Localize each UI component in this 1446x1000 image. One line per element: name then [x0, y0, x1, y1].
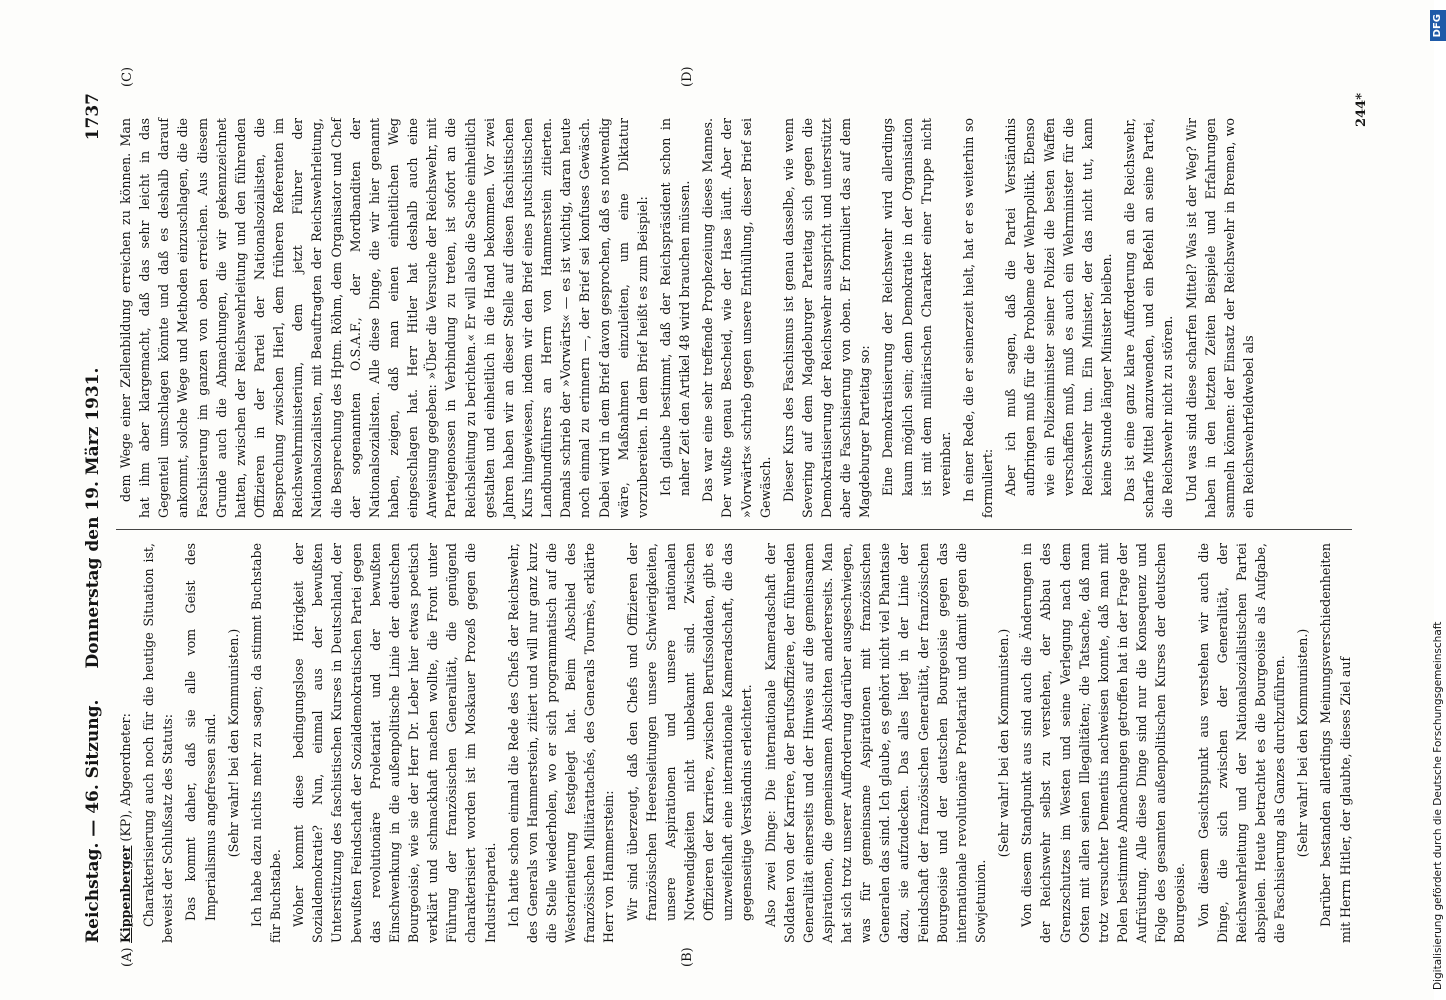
column-divider	[116, 529, 1352, 530]
margin-marker-b: (B)	[680, 947, 695, 967]
paragraph: dem Wege einer Zellenbildung erreichen zu können. Man hat ihm aber klargemacht, daß das sehr leicht in das Gegenteil umschlagen könnte und daß es deshalb darauf ankommt, solche Wege und Methoden einzuschlagen, die die Faschisierung im ganzen von oben erreichen. Aus diesem Grunde auch die Abmachungen, die wir gekennzeichnet hatten, zwischen der Reichswehrleitung und den führenden Offizieren in der Partei der Nationalsozialisten, die Besprechung zwischen Hierl, dem früheren Referenten im Reichswehrministerium, dem jetzt Führer der Nationalsozialisten, mit Beauftragten der Reichswehrleitung, die Besprechung des Hptm. Röhm, dem Organisator und Chef der sogenannten O.S.A.F., der Mordbanditen der Nationalsozialisten. Alle diese Dinge, die wir hier genannt haben, zeigen, daß man einen einheitlichen Weg eingeschlagen hat. Herr Hitler hat deshalb auch eine Anweisung gegeben: »Über die Versuche der Reichswehr, mit Parteigenossen in Verbindung zu treten, ist sofort an die Reichsleitung zu berichten.« Er will also die Sache einheitlich gestalten und einheitlich in die Hand bekommen. Vor zwei Jahren haben wir an dieser Stelle auf diesen faschistischen Kurs hingewiesen, indem wir den Brief eines putschistischen Landbundführers an Herrn von Hammerstein zitierten. Damals schrieb der »Vorwärts« — es ist wichtig, daran heute noch einmal zu erinnern —, der Brief sei konfuses Gewäsch. Dabei wird in dem Brief davon gesprochen, daß es notwendig wäre, Maßnahmen einzuleiten, um eine Diktatur vorzubereiten. In dem Brief heißt es zum Beispiel:	[118, 118, 650, 518]
header-page-number: 1737	[83, 93, 103, 141]
quote: Eine Demokratisierung der Reichswehr wird allerdings kaum möglich sein; denn Demokratie in der Organisation ist mit dem militärischen Charakter einer Truppe nicht vereinbar.	[880, 118, 953, 496]
right-column	[116, 118, 1352, 518]
paragraph: Darüber bestanden allerdings Meinungsverschiedenheiten mit Herrn Hitler, der glaubte, dieses Ziel auf	[1318, 543, 1353, 943]
interjection: (Sehr wahr! bei den Kommunisten.)	[996, 628, 1012, 858]
header-session: Reichstag. — 46. Sitzung.	[83, 699, 103, 943]
dfg-logo: DFG	[1430, 10, 1446, 41]
quote: Wir sind überzeugt, daß den Chefs und Offizieren der französischen Heeresleitungen unsere Schwierigkeiten, unsere Aspirationen und unsere nationalen Notwendigkeiten nicht unbekannt sind. Zwischen Offizieren der Karriere, zwischen Berufssoldaten, gibt es unzweifelhaft eine internationale Kameradschaft, die das gegenseitige Verständnis erleichtert.	[624, 543, 755, 921]
paragraph: Ich habe dazu nichts mehr zu sagen; da stimmt Buchstabe für Buchstabe.	[248, 543, 283, 943]
interjection: (Sehr wahr! bei den Kommunisten.)	[1295, 628, 1311, 858]
paragraph: Das war eine sehr treffende Prophezeiung dieses Mannes. Der wußte genau Bescheid, wie der Hase läuft. Aber der »Vorwärts« schrieb gegen unsere Enthüllung, dieser Brief sei Gewäsch.	[700, 118, 773, 518]
paragraph: Charakterisierung auch noch für die heutige Situation ist, beweist der Schlußsatz des Statuts:	[141, 543, 176, 943]
speaker-name: Kippenberger	[118, 845, 133, 943]
header-date: Donnerstag den 19. März 1931.	[83, 367, 103, 669]
paragraph: Also zwei Dinge: Die internationale Kameradschaft der Soldaten von der Karriere, der Berufsoffiziere, der führenden Generalität einerseits und der Hinweis auf die gemeinsamen Aspirationen, die gemeinsamen Absichten andererseits. Man hat sich trotz unserer Aufforderung darüber ausgeschwiegen, was für gemeinsame Aspirationen mit französischen Generalen das sind. Ich glaube, es gehört nicht viel Phantasie dazu, sie aufzudecken. Das alles liegt in der Linie der Feindschaft der französischen Generalität, der französischen Bourgeoisie und der deutschen Bourgeoisie gegen das internationale revolutionäre Proletariat und damit gegen die Sowjetunion.	[762, 543, 989, 943]
paragraph: Von diesem Gesichtspunkt aus verstehen wir auch die Dinge, die sich zwischen der Generalität, der Reichswehrleitung und der Nationalsozialistischen Partei abspielen. Heute betrachtet es die Bourgeoisie als Aufgabe, die Faschisierung als Ganzes durchzuführen.	[1195, 543, 1288, 943]
paragraph: Dieser Kurs des Faschismus ist genau dasselbe, wie wenn Severing auf dem Magdeburger Parteitag sich gegen die Demokratisierung der Reichswehr ausspricht und unterstützt aber die Faschisierung von oben. Er formuliert das auf dem Magdeburger Parteitag so:	[780, 118, 873, 518]
margin-marker-d: (D)	[680, 66, 695, 87]
quote: Ich glaube bestimmt, daß der Reichspräsident schon in naher Zeit den Artikel 48 wird brauchen müssen.	[657, 118, 693, 496]
quote: Das kommt daher, daß sie alle vom Geist des Imperialismus angefressen sind.	[183, 543, 218, 921]
quote: Aber ich muß sagen, daß die Partei Verständnis aufbringen muß für die Probleme der Wehrpolitik. Ebenso wie ein Polizeiminister seiner Polizei die besten Waffen verschaffen muß, muß es auch ein Wehrminister für die Reichswehr tun. Ein Minister, der das nicht tut, kann keine Stunde länger Minister bleiben.	[1003, 118, 1115, 496]
paragraph: Von diesem Standpunkt aus sind auch die Änderungen in der Reichswehr selbst zu verstehen, der Abbau des Grenzschutzes im Westen und seine Verlegung nach dem Osten mit allen seinen Illegalitäten; die Tatsache, daß man trotz versuchter Dementis nachweisen konnte, daß man mit Polen bestimmte Abmachungen getroffen hat in der Frage der Aufrüstung. Alle diese Dinge sind nur die Konsequenz und Folge des gesamten außenpolitischen Kurses der deutschen Bourgeoisie.	[1019, 543, 1188, 943]
paragraph: In einer Rede, die er seinerzeit hielt, hat er es weiterhin so formuliert:	[961, 118, 996, 518]
left-column	[116, 543, 1352, 943]
rotated-document-page	[80, 66, 1370, 967]
speaker-role: (KP), Abgeordneter:	[118, 713, 133, 846]
running-header	[80, 93, 106, 943]
paragraph: Woher kommt diese bedingungslose Hörigkeit der Sozialdemokratie? Nun, einmal aus der bewußten Unterstützung des faschistischen Kurses in Deutschland, der bewußten Feindschaft der Sozialdemokratischen Partei gegen das revolutionäre Proletariat und der bewußten Einschwenkung in die außenpolitische Linie der deutschen Bourgeoisie, wie sie der Herr Dr. Leber hier etwas poetisch verklärt und schmackhaft machen wollte, die Front unter Führung der französischen Generalität, die genügend charakterisiert worden ist im Moskauer Prozeß gegen die Industriepartei.	[291, 543, 498, 943]
margin-marker-a: (A)	[120, 947, 135, 967]
credit-text: Digitalisierung gefördert durch die Deutsche Forschungsgemeinschaft	[1432, 621, 1444, 990]
speaker-line	[116, 543, 135, 943]
paragraph: Und was sind diese scharfen Mittel? Was ist der Weg? Wir haben in den letzten Zeiten Beispiele und Erfahrungen sammeln können: der Einsatz der Reichswehr in Bremen, wo ein Reichswehrfeldwebel als	[1183, 118, 1257, 518]
page-signature: 244*	[1354, 93, 1369, 127]
paragraph: Das ist eine ganz klare Aufforderung an die Reichswehr, scharfe Mittel anzuwenden, und ein Befehl an seine Partei, die Reichswehr nicht zu stören.	[1122, 118, 1176, 518]
paragraph: Ich hatte schon einmal die Rede des Chefs der Reichswehr, des Generals von Hammerstein, zitiert und will nur ganz kurz die Stelle wiederholen, wo er sich programmatisch auf die Westorientierung festgelegt hat. Beim Abschied des französischen Militärattachés, des Generals Tournès, erklärte Herr von Hammerstein:	[505, 543, 617, 943]
margin-marker-c: (C)	[120, 66, 135, 87]
interjection: (Sehr wahr! bei den Kommunisten.)	[225, 628, 241, 858]
digitization-credit	[1430, 10, 1446, 990]
